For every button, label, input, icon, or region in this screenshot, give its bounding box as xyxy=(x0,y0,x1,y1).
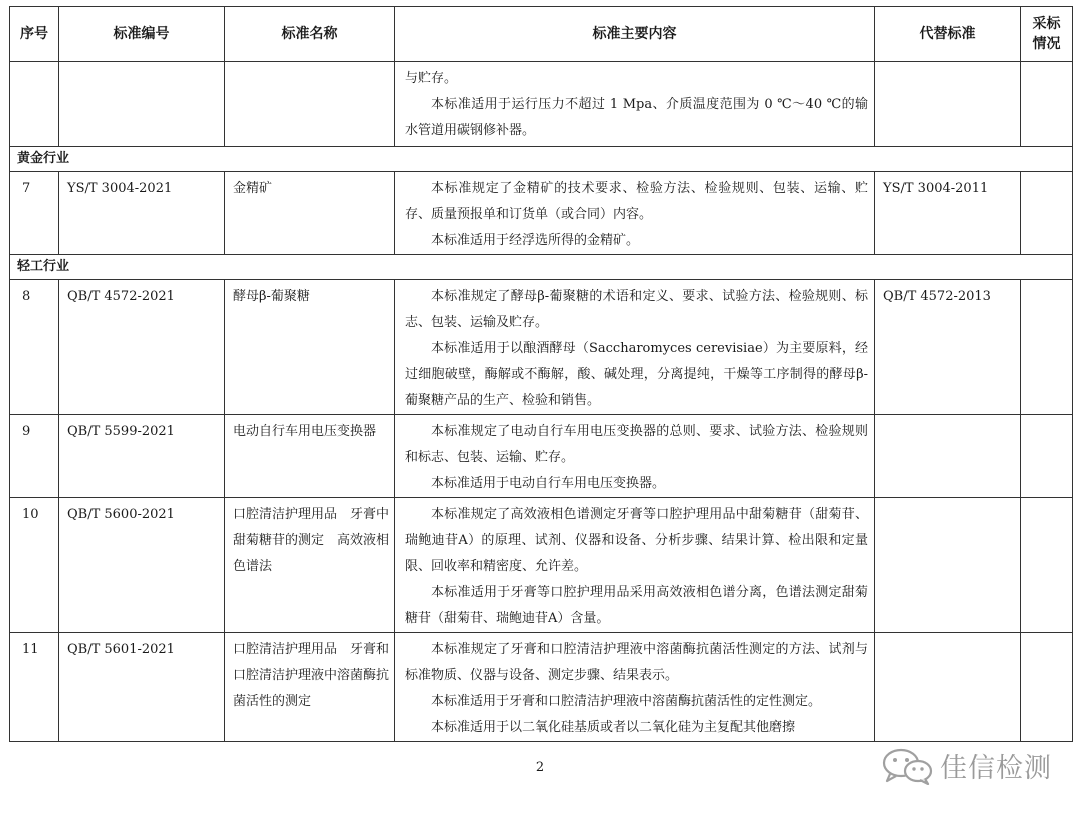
section-title: 轻工行业 xyxy=(10,255,1073,280)
cell-code: QB/T 5600-2021 xyxy=(59,498,225,633)
content-paragraph: 本标准适用于运行压力不超过 1 Mpa、介质温度范围为 0 ℃～40 ℃的输水管道用碳钢修补器。 xyxy=(405,97,868,138)
content-paragraph: 本标准规定了电动自行车用电压变换器的总则、要求、试验方法、检验规则和标志、包装、运输、贮存。 xyxy=(405,424,868,465)
content-paragraph: 本标准适用于电动自行车用电压变换器。 xyxy=(431,476,666,491)
content-paragraph: 本标准规定了牙膏和口腔清洁护理液中溶菌酶抗菌活性测定的方法、试剂与标准物质、仪器与设备、测定步骤、结果表示。 xyxy=(405,642,868,683)
cell-adoption xyxy=(1021,172,1073,255)
content-paragraph: 本标准适用于以二氧化硅基质或者以二氧化硅为主复配其他磨擦 xyxy=(431,720,796,735)
header-name: 标准名称 xyxy=(225,7,395,62)
cell-no: 9 xyxy=(10,415,59,498)
content-paragraph: 本标准规定了高效液相色谱测定牙膏等口腔护理用品中甜菊糖苷（甜菊苷、瑞鲍迪苷A）的原理、试剂、仪器和设备、分析步骤、结果计算、检出限和定量限、回收率和精密度、允许差。 xyxy=(405,507,868,574)
cell-name: 金精矿 xyxy=(225,172,395,255)
cell-no xyxy=(10,62,59,147)
table-row xyxy=(10,172,1073,255)
content-paragraph: 本标准规定了金精矿的技术要求、检验方法、检验规则、包装、运输、贮存、质量预报单和订货单（或合同）内容。 xyxy=(405,181,868,222)
cell-adoption xyxy=(1021,280,1073,415)
header-content: 标准主要内容 xyxy=(395,7,875,62)
cell-replaces xyxy=(875,498,1021,633)
cell-replaces xyxy=(875,415,1021,498)
cell-code: QB/T 4572-2021 xyxy=(59,280,225,415)
cell-adoption xyxy=(1021,498,1073,633)
table-row xyxy=(10,280,1073,415)
cell-code: QB/T 5599-2021 xyxy=(59,415,225,498)
content-paragraph: 本标准适用于牙膏等口腔护理用品采用高效液相色谱分离，色谱法测定甜菊糖苷（甜菊苷、瑞鲍迪苷A）含量。 xyxy=(405,585,868,626)
cell-no: 10 xyxy=(10,498,59,633)
cell-no: 11 xyxy=(10,633,59,742)
wechat-icon xyxy=(880,747,936,785)
cell-name xyxy=(225,62,395,147)
header-seq: 序号 xyxy=(10,7,59,62)
content-paragraph: 本标准适用于牙膏和口腔清洁护理液中溶菌酶抗菌活性的定性测定。 xyxy=(431,694,822,709)
cell-content xyxy=(395,62,875,147)
header-code: 标准编号 xyxy=(59,7,225,62)
table-row xyxy=(10,633,1073,742)
cell-content xyxy=(395,415,875,498)
cell-code xyxy=(59,62,225,147)
cell-name: 酵母β-葡聚糖 xyxy=(225,280,395,415)
page-number: 2 xyxy=(535,760,545,775)
cell-content xyxy=(395,172,875,255)
table-row-continued xyxy=(10,62,1073,147)
table-row xyxy=(10,415,1073,498)
table-header-row xyxy=(10,7,1073,62)
cell-adoption xyxy=(1021,62,1073,147)
header-replaces: 代替标准 xyxy=(875,7,1021,62)
content-paragraph: 本标准适用于经浮选所得的金精矿。 xyxy=(431,233,640,248)
watermark xyxy=(880,746,1052,785)
table-row xyxy=(10,498,1073,633)
section-row xyxy=(10,255,1073,280)
cell-adoption xyxy=(1021,633,1073,742)
cell-replaces: QB/T 4572-2013 xyxy=(875,280,1021,415)
cell-no: 8 xyxy=(10,280,59,415)
cell-adoption xyxy=(1021,415,1073,498)
standards-table xyxy=(9,6,1073,742)
header-adoption: 采标 情况 xyxy=(1021,7,1073,62)
cell-code: QB/T 5601-2021 xyxy=(59,633,225,742)
content-paragraph: 本标准适用于以酿酒酵母（Saccharomyces cerevisiae）为主要原料，经过细胞破壁，酶解或不酶解，酸、碱处理，分离提纯，干燥等工序制得的酵母β-葡聚糖产品的生产、检验和销售。 xyxy=(405,341,868,408)
cell-no: 7 xyxy=(10,172,59,255)
cell-name: 口腔清洁护理用品 牙膏和口腔清洁护理液中溶菌酶抗菌活性的测定 xyxy=(225,633,395,742)
cell-replaces xyxy=(875,633,1021,742)
cell-replaces xyxy=(875,62,1021,147)
cell-content xyxy=(395,633,875,742)
content-paragraph: 本标准规定了酵母β-葡聚糖的术语和定义、要求、试验方法、检验规则、标志、包装、运输及贮存。 xyxy=(405,289,868,330)
cell-content xyxy=(395,498,875,633)
cell-content xyxy=(395,280,875,415)
cell-code: YS/T 3004-2021 xyxy=(59,172,225,255)
section-title: 黄金行业 xyxy=(10,147,1073,172)
table-body xyxy=(10,62,1073,742)
cell-replaces: YS/T 3004-2011 xyxy=(875,172,1021,255)
watermark-text: 佳信检测 xyxy=(940,753,1052,784)
cell-name: 电动自行车用电压变换器 xyxy=(225,415,395,498)
content-paragraph: 与贮存。 xyxy=(405,71,458,86)
section-row xyxy=(10,147,1073,172)
cell-name: 口腔清洁护理用品 牙膏中甜菊糖苷的测定 高效液相色谱法 xyxy=(225,498,395,633)
